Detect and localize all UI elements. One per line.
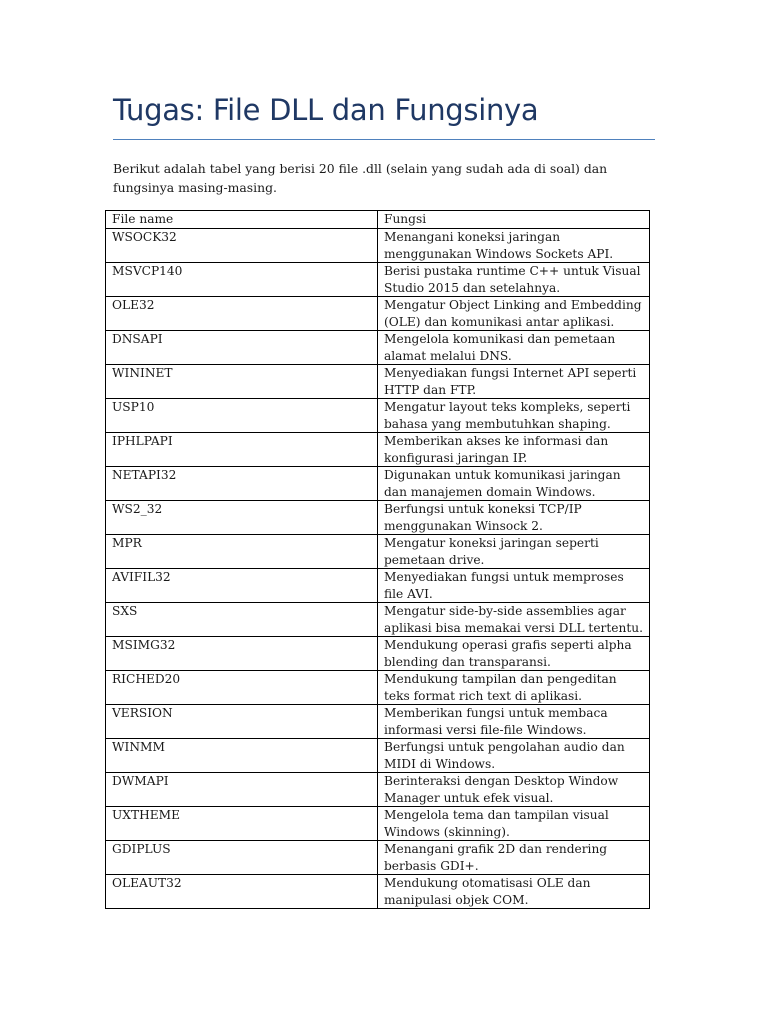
- fungsi-cell: Menangani koneksi jaringan menggunakan Windows Sockets API.: [378, 229, 650, 263]
- table-row: [106, 433, 650, 467]
- fungsi-cell: Digunakan untuk komunikasi jaringan dan manajemen domain Windows.: [378, 467, 650, 501]
- file-name-cell: MPR: [106, 535, 378, 569]
- fungsi-cell: Mengatur Object Linking and Embedding (OLE) dan komunikasi antar aplikasi.: [378, 297, 650, 331]
- table-row: [106, 739, 650, 773]
- fungsi-cell: Memberikan akses ke informasi dan konfigurasi jaringan IP.: [378, 433, 650, 467]
- table-row: [106, 263, 650, 297]
- fungsi-cell: Menangani grafik 2D dan rendering berbasis GDI+.: [378, 841, 650, 875]
- fungsi-cell: Berfungsi untuk koneksi TCP/IP menggunakan Winsock 2.: [378, 501, 650, 535]
- file-name-cell: WININET: [106, 365, 378, 399]
- file-name-cell: DWMAPI: [106, 773, 378, 807]
- file-name-cell: OLE32: [106, 297, 378, 331]
- file-name-cell: WS2_32: [106, 501, 378, 535]
- table-row: [106, 671, 650, 705]
- file-name-cell: WSOCK32: [106, 229, 378, 263]
- document-title: Tugas: File DLL dan Fungsinya: [113, 93, 539, 127]
- fungsi-cell: Mengatur side-by-side assemblies agar aplikasi bisa memakai versi DLL tertentu.: [378, 603, 650, 637]
- file-name-cell: UXTHEME: [106, 807, 378, 841]
- fungsi-cell: Berfungsi untuk pengolahan audio dan MIDI di Windows.: [378, 739, 650, 773]
- table-row: [106, 399, 650, 433]
- table-row: [106, 807, 650, 841]
- file-name-cell: MSIMG32: [106, 637, 378, 671]
- header-fungsi: Fungsi: [378, 211, 650, 229]
- title-divider: [113, 139, 655, 140]
- file-name-cell: OLEAUT32: [106, 875, 378, 909]
- table-row: [106, 569, 650, 603]
- dll-function-table: [105, 210, 650, 909]
- fungsi-cell: Mendukung otomatisasi OLE dan manipulasi objek COM.: [378, 875, 650, 909]
- file-name-cell: DNSAPI: [106, 331, 378, 365]
- fungsi-cell: Mengelola komunikasi dan pemetaan alamat melalui DNS.: [378, 331, 650, 365]
- header-file-name: File name: [106, 211, 378, 229]
- file-name-cell: RICHED20: [106, 671, 378, 705]
- fungsi-cell: Berisi pustaka runtime C++ untuk Visual Studio 2015 dan setelahnya.: [378, 263, 650, 297]
- table-row: [106, 841, 650, 875]
- table-header-row: [106, 211, 650, 229]
- table-row: [106, 773, 650, 807]
- fungsi-cell: Mendukung operasi grafis seperti alpha blending dan transparansi.: [378, 637, 650, 671]
- fungsi-cell: Mengatur layout teks kompleks, seperti bahasa yang membutuhkan shaping.: [378, 399, 650, 433]
- fungsi-cell: Mengelola tema dan tampilan visual Windows (skinning).: [378, 807, 650, 841]
- fungsi-cell: Memberikan fungsi untuk membaca informasi versi file-file Windows.: [378, 705, 650, 739]
- table-row: [106, 331, 650, 365]
- file-name-cell: NETAPI32: [106, 467, 378, 501]
- fungsi-cell: Berinteraksi dengan Desktop Window Manager untuk efek visual.: [378, 773, 650, 807]
- table-row: [106, 603, 650, 637]
- table-row: [106, 705, 650, 739]
- file-name-cell: USP10: [106, 399, 378, 433]
- fungsi-cell: Mendukung tampilan dan pengeditan teks format rich text di aplikasi.: [378, 671, 650, 705]
- file-name-cell: SXS: [106, 603, 378, 637]
- file-name-cell: MSVCP140: [106, 263, 378, 297]
- fungsi-cell: Menyediakan fungsi Internet API seperti HTTP dan FTP.: [378, 365, 650, 399]
- table-row: [106, 535, 650, 569]
- table-row: [106, 637, 650, 671]
- intro-paragraph: Berikut adalah tabel yang berisi 20 file .dll (selain yang sudah ada di soal) dan fungsinya masing-masing.: [113, 161, 608, 195]
- file-name-cell: GDIPLUS: [106, 841, 378, 875]
- table-row: [106, 229, 650, 263]
- file-name-cell: WINMM: [106, 739, 378, 773]
- file-name-cell: VERSION: [106, 705, 378, 739]
- table-row: [106, 875, 650, 909]
- table-row: [106, 297, 650, 331]
- table-row: [106, 467, 650, 501]
- file-name-cell: AVIFIL32: [106, 569, 378, 603]
- table-row: [106, 365, 650, 399]
- file-name-cell: IPHLPAPI: [106, 433, 378, 467]
- fungsi-cell: Menyediakan fungsi untuk memproses file AVI.: [378, 569, 650, 603]
- fungsi-cell: Mengatur koneksi jaringan seperti pemetaan drive.: [378, 535, 650, 569]
- table-row: [106, 501, 650, 535]
